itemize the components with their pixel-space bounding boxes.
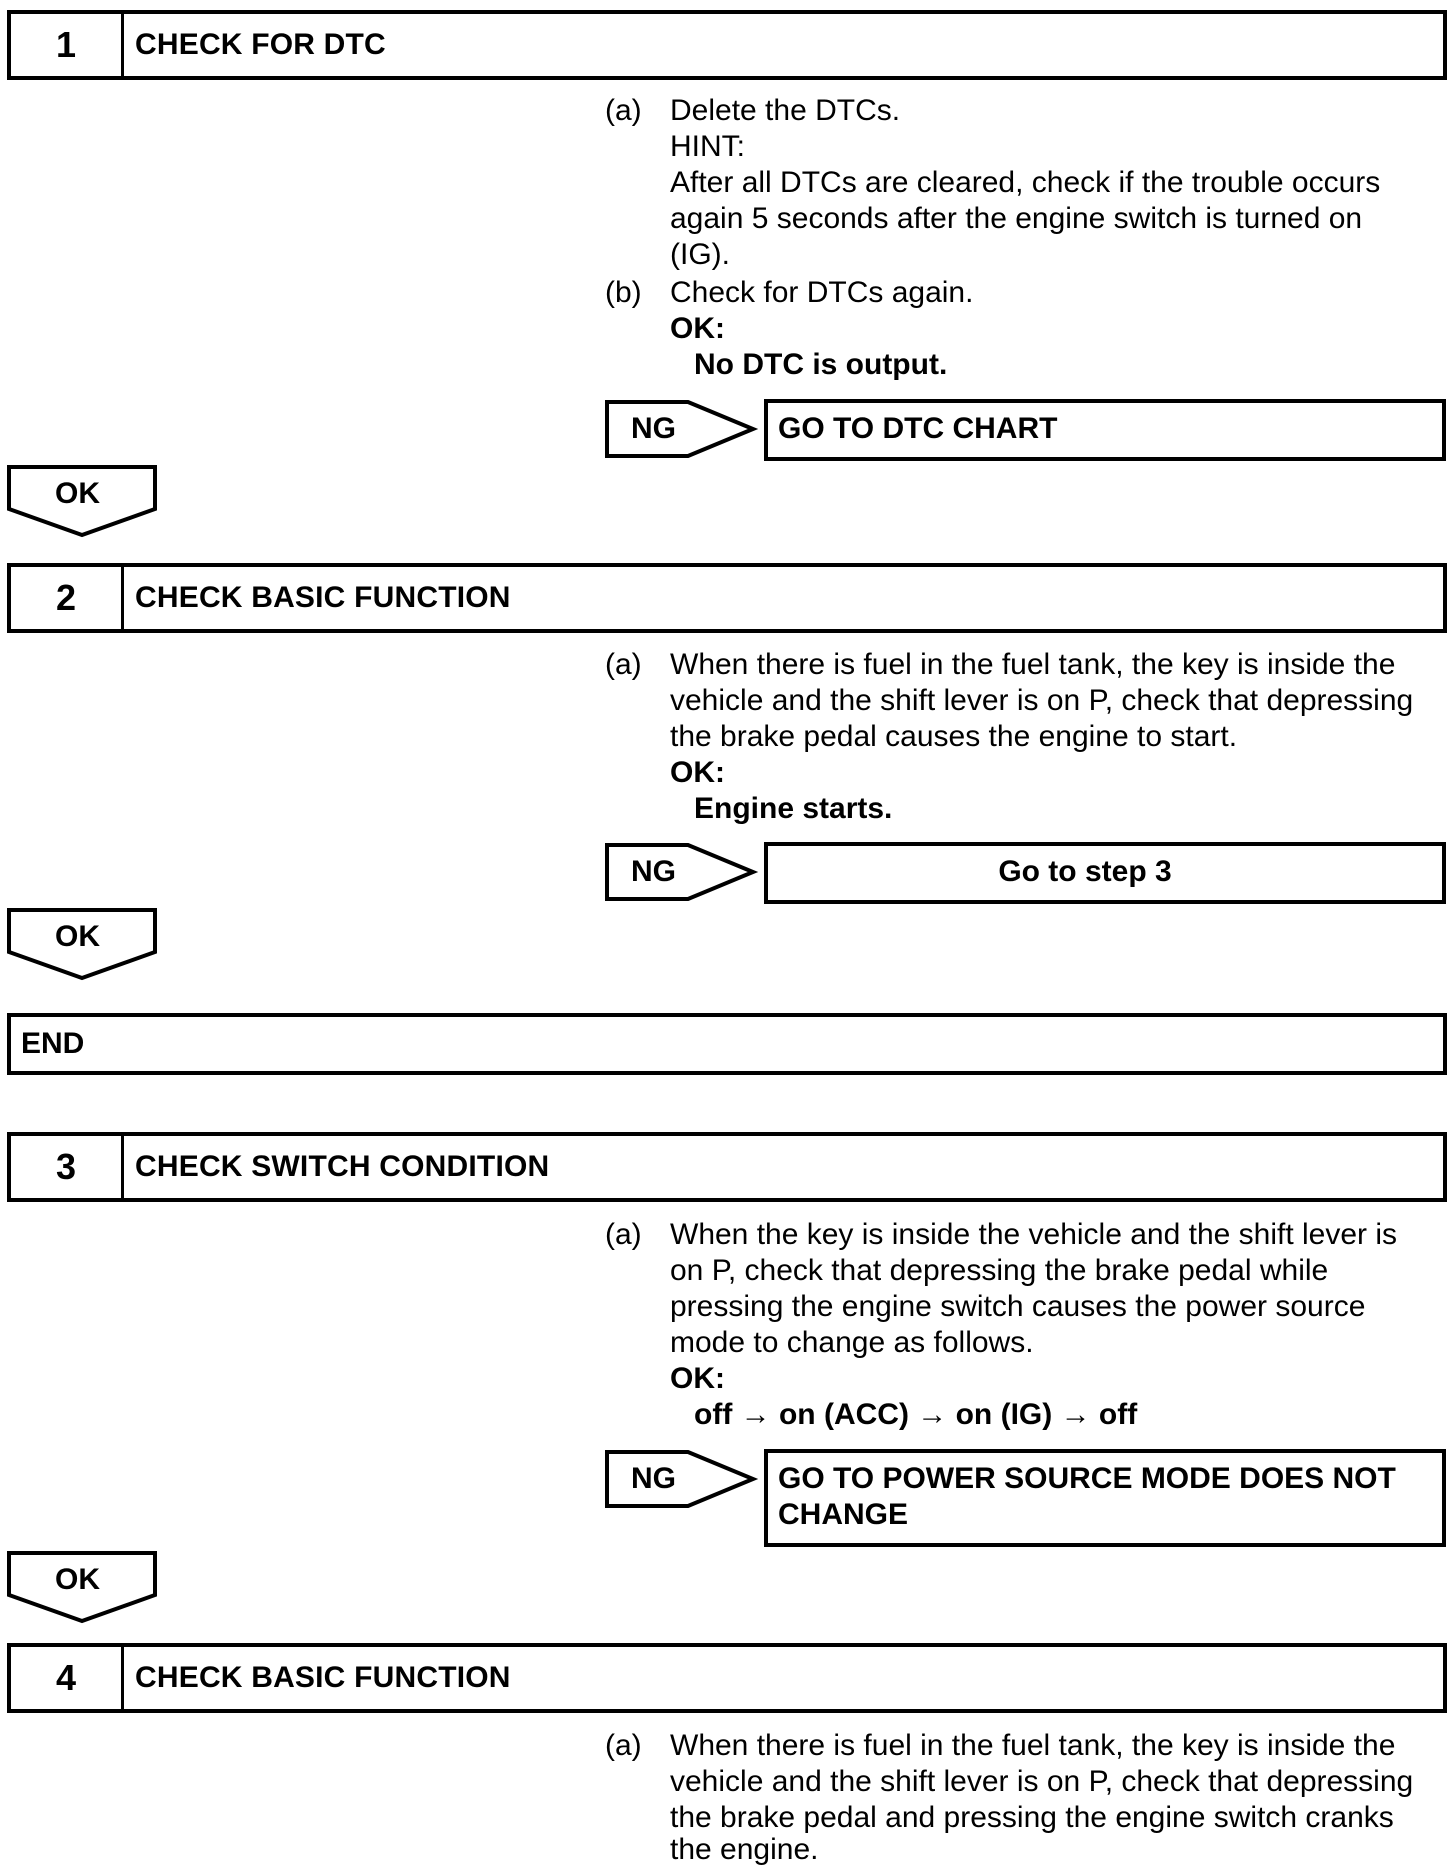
ng-result-line-1: GO TO POWER SOURCE MODE DOES NOT — [778, 1462, 1396, 1495]
step-3-a-marker: (a) — [605, 1218, 642, 1251]
step-4-a-line-1: When there is fuel in the fuel tank, the key is inside the — [670, 1729, 1396, 1762]
step-2-ok-value: Engine starts. — [694, 792, 893, 825]
step-2-a-marker: (a) — [605, 648, 642, 681]
step-3-ok-label: OK: — [670, 1362, 725, 1395]
step-1-ok-value: No DTC is output. — [694, 348, 948, 381]
step-4-a-line-2: vehicle and the shift lever is on P, check that depressing — [670, 1765, 1414, 1798]
step-1-ng-arrow — [605, 400, 755, 458]
ok-arrow-label: OK — [55, 920, 100, 953]
step-4-a-marker: (a) — [605, 1729, 642, 1762]
step-4-header — [7, 1643, 1447, 1713]
step-1-hint-line-3: (IG). — [670, 238, 730, 271]
step-3-a-line-3: pressing the engine switch causes the power source — [670, 1290, 1366, 1323]
step-2-header — [7, 563, 1447, 633]
step-4-a-line-3: the brake pedal and pressing the engine switch cranks — [670, 1801, 1394, 1834]
end-label: END — [21, 1027, 85, 1060]
step-3-ok-arrow — [7, 1551, 157, 1623]
ng-label: NG — [631, 855, 676, 888]
step-1-hint-line-1: After all DTCs are cleared, check if the trouble occurs — [670, 166, 1381, 199]
step-number: 4 — [11, 1647, 124, 1709]
step-1-header — [7, 10, 1447, 80]
step-2-a-line-3: the brake pedal causes the engine to start. — [670, 720, 1238, 753]
step-title: CHECK BASIC FUNCTION — [135, 581, 511, 614]
ng-label: NG — [631, 412, 676, 445]
step-number: 3 — [11, 1136, 124, 1198]
end-box — [7, 1013, 1447, 1075]
ok-arrow-label: OK — [55, 1563, 100, 1596]
step-2-a-line-2: vehicle and the shift lever is on P, check that depressing — [670, 684, 1414, 717]
step-number: 1 — [11, 14, 124, 76]
step-title: CHECK BASIC FUNCTION — [135, 1661, 511, 1694]
step-1-ok-arrow — [7, 465, 157, 537]
ng-label: NG — [631, 1462, 676, 1495]
step-1-a-marker: (a) — [605, 94, 642, 127]
step-title: CHECK SWITCH CONDITION — [135, 1150, 550, 1183]
step-3-ng-arrow — [605, 1450, 755, 1508]
step-3-ng-result — [764, 1449, 1446, 1547]
step-3-a-line-1: When the key is inside the vehicle and the shift lever is — [670, 1218, 1398, 1251]
step-title: CHECK FOR DTC — [135, 28, 386, 61]
step-1-b-text: Check for DTCs again. — [670, 276, 974, 309]
step-number: 2 — [11, 567, 124, 629]
step-3-header — [7, 1132, 1447, 1202]
step-1-b-marker: (b) — [605, 276, 642, 309]
step-4-a-line-4: the engine. — [670, 1833, 819, 1866]
step-2-ok-label: OK: — [670, 756, 725, 789]
step-2-ng-result: Go to step 3 — [764, 842, 1446, 904]
step-3-ok-value: off → on (ACC) → on (IG) → off — [694, 1398, 1138, 1431]
step-1-hint-label: HINT: — [670, 130, 745, 163]
step-1-a-text: Delete the DTCs. — [670, 94, 901, 127]
step-2-a-line-1: When there is fuel in the fuel tank, the key is inside the — [670, 648, 1396, 681]
step-3-a-line-4: mode to change as follows. — [670, 1326, 1034, 1359]
step-3-a-line-2: on P, check that depressing the brake pedal while — [670, 1254, 1329, 1287]
ok-arrow-label: OK — [55, 477, 100, 510]
step-1-hint-line-2: again 5 seconds after the engine switch is turned on — [670, 202, 1363, 235]
step-1-ok-label: OK: — [670, 312, 725, 345]
step-2-ok-arrow — [7, 908, 157, 980]
step-2-ng-arrow — [605, 843, 755, 901]
ng-result-line-2: CHANGE — [778, 1498, 909, 1531]
step-1-ng-result: GO TO DTC CHART — [764, 399, 1446, 461]
